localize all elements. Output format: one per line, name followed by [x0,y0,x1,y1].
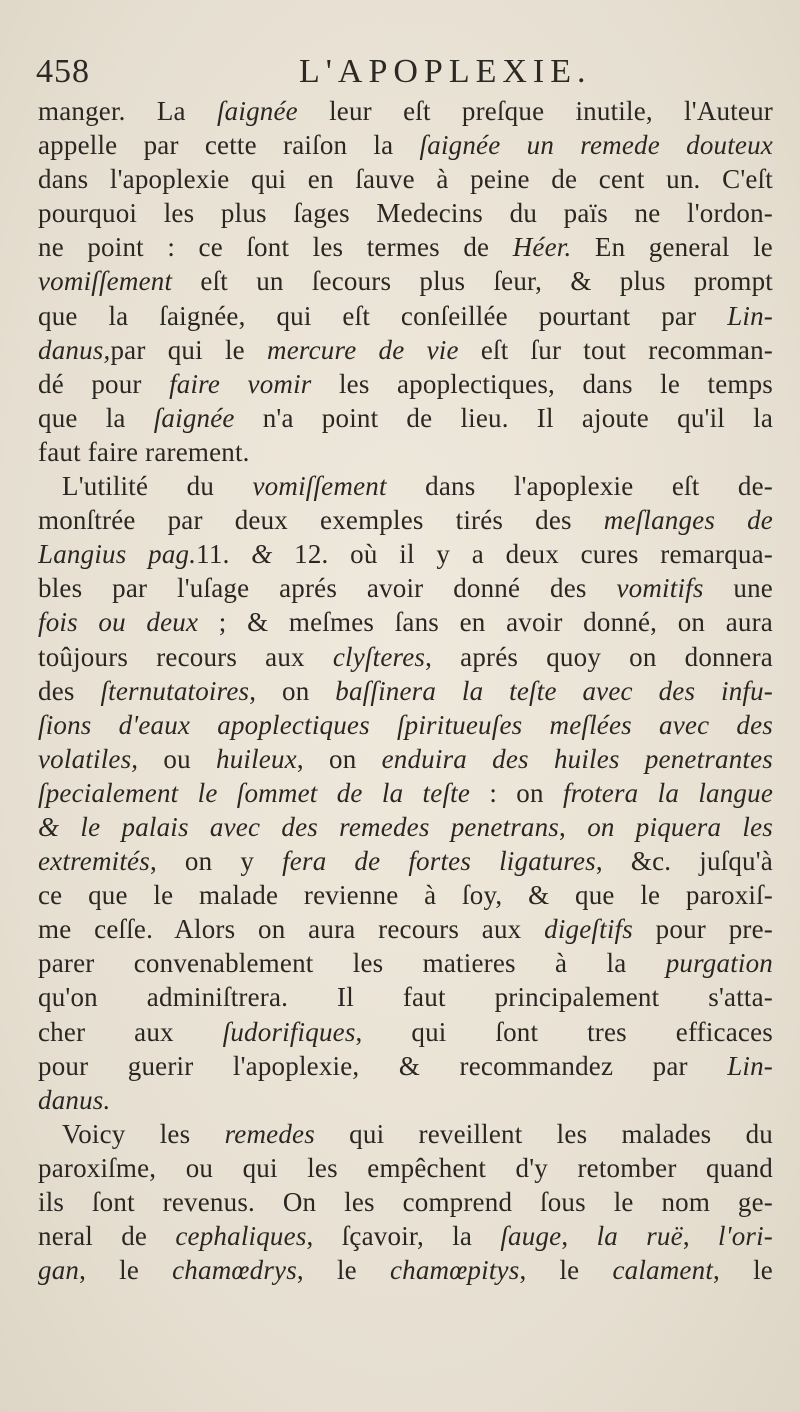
text-line [38,810,773,844]
text-line [38,1117,773,1151]
italic-segment: digeſtifs [544,914,633,945]
italic-segment: mercure de vie [267,334,459,365]
text-segment: les apoplectiques, dans le temps [311,368,773,399]
text-segment: : on [470,777,563,808]
text-line [38,94,773,128]
italic-segment: ſpecialement le ſommet de la teſte [38,777,471,808]
text-segment: qu'on adminiſtrera. Il faut principalement s'atta- [38,982,773,1013]
italic-segment: ſternutatoires [100,675,250,706]
italic-segment: meſlanges de [603,505,773,536]
text-segment: , &c. juſqu'à [595,846,773,877]
italic-segment: gan [38,1255,80,1286]
page-number: 458 [36,53,90,90]
text-segment: pour guerir l'apoplexie, & recommandez par [38,1050,728,1081]
text-segment: bles par l'uſage aprés avoir donné des [38,573,617,604]
italic-segment: on piquera les [587,811,773,842]
text-segment: dans l'apoplexie eſt de- [386,471,773,502]
text-line [38,776,773,810]
italic-segment: & [251,539,273,570]
text-segment: leur eſt preſque inutile, l'Auteur [297,96,773,126]
text-segment: , on [249,675,336,706]
text-segment: , le [79,1255,173,1286]
italic-segment: vomitifs [616,573,704,604]
italic-segment: fois ou deux [38,607,199,638]
text-line [38,571,773,605]
text-segment: que la ſaignée, qui eſt conſeillée pourtant par [38,300,728,331]
text-line [38,1015,773,1049]
italic-segment: ſauge [500,1221,562,1252]
text-line [38,367,773,401]
text-line [38,162,773,196]
text-segment: me ceſſe. Alors on aura recours aux [38,914,545,945]
italic-segment: vomiſſement [38,266,173,297]
text-line [38,912,773,946]
text-segment: , le [519,1255,613,1286]
italic-segment: ſaignée [153,402,235,433]
text-segment: 11. [196,539,252,570]
italic-segment: danus, [38,334,111,365]
text-segment: par qui le [110,334,268,365]
italic-segment: chamœpitys [389,1255,520,1286]
italic-segment: faire vomir [169,368,312,399]
italic-segment: chamœdrys [172,1255,297,1286]
text-line [38,435,773,469]
text-segment: L'utilité du [62,471,253,502]
text-line [38,1151,773,1185]
text-segment: appelle par cette raiſon la [38,130,420,161]
text-line [38,946,773,980]
italic-segment: Langius pag. [38,539,197,570]
italic-segment: & le palais avec des remedes penetrans [38,811,560,842]
italic-segment: Lin- [727,300,773,331]
text-segment: faut faire rarement. [38,436,250,467]
italic-segment: cephaliques [175,1221,307,1252]
text-line [38,1219,773,1253]
text-segment: eſt ſur tout recomman- [458,334,773,365]
text-line [38,333,773,367]
text-segment: , on [296,743,382,774]
italic-segment: frotera la langue [562,777,773,808]
text-line [38,878,773,912]
text-segment: toûjours recours aux [38,641,333,672]
text-segment: pour pre- [632,914,773,945]
italic-segment: Lin- [727,1050,773,1081]
text-segment: manger. La [38,96,217,126]
text-segment: ils ſont revenus. On les comprend ſous le nom ge- [38,1187,773,1217]
italic-segment: ſaignée un remede douteux [419,130,773,161]
body-text [38,94,773,1287]
text-segment: eſt un ſecours plus ſeur, & plus prompt [172,266,773,297]
text-line [38,196,773,230]
text-line [38,674,773,708]
text-line [38,1253,773,1287]
italic-segment: ſaignée [216,96,298,126]
text-segment: parer convenablement les matieres à la [38,948,666,979]
text-segment: 12. où il y a deux cures remarqua- [272,539,773,570]
text-segment: , aprés quoy on donnera [425,641,773,672]
text-segment: , le [296,1255,390,1286]
text-line [38,708,773,742]
text-segment: , qui ſont tres efficaces [355,1016,773,1047]
text-segment: dans l'apoplexie qui en ſauve à peine de cent un. C'eſt [38,164,773,195]
text-segment: Voicy les [62,1118,225,1149]
text-segment: n'a point de lieu. Il ajoute qu'il la [234,402,773,433]
text-segment: neral de [38,1221,176,1252]
text-segment: monſtrée par deux exemples tirés des [38,505,604,536]
italic-segment: volatiles, [38,743,139,774]
italic-segment: ſudorifiques [222,1016,356,1047]
text-line [38,605,773,639]
italic-segment: extremités [38,846,150,877]
text-segment: ; & meſmes ſans en avoir donné, on aura [198,607,773,638]
italic-segment: baſſinera la teſte avec des infu- [335,675,773,706]
italic-segment: Héer. [512,232,572,263]
text-segment: paroxiſme, ou qui les empêchent d'y retomber quand [38,1152,773,1183]
running-head [36,52,766,92]
text-segment: En general le [571,232,773,263]
italic-segment: calament [612,1255,714,1286]
text-segment: ne point : ce ſont les termes de [38,232,513,263]
text-segment: cher aux [38,1016,223,1047]
italic-segment: ſions d'eaux apoplectiques ſpiritueuſes meſlées avec des [38,709,773,740]
text-segment: qui reveillent les malades du [314,1118,773,1149]
text-line [38,230,773,264]
italic-segment: purgation [665,948,773,979]
italic-segment: la ruë [596,1221,683,1252]
italic-segment: huileux [216,743,297,774]
text-segment: que la [38,402,154,433]
text-line [38,1049,773,1083]
text-segment: , [682,1221,719,1252]
italic-segment: enduira des huiles penetrantes [381,743,773,774]
italic-segment: fera de fortes ligatures [282,846,596,877]
text-line [38,742,773,776]
text-line [38,1083,773,1117]
text-line [38,1185,773,1219]
text-line [38,640,773,674]
text-segment: , [561,1221,597,1252]
text-line [38,264,773,298]
text-line [38,128,773,162]
text-segment: ce que le malade revienne à ſoy, & que le paroxiſ- [38,880,773,911]
text-line [38,980,773,1014]
text-segment: ou [138,743,216,774]
text-line [38,503,773,537]
text-line [38,299,773,333]
italic-segment: l'ori- [718,1221,773,1252]
italic-segment: clyſteres [332,641,426,672]
italic-segment: vomiſſement [252,471,387,502]
text-segment: , ſçavoir, la [306,1221,501,1252]
text-segment: , le [713,1255,773,1286]
text-line [38,469,773,503]
text-line [38,844,773,878]
text-segment: , [559,811,588,842]
text-line [38,401,773,435]
running-title: L'APOPLEXIE. [299,53,592,90]
italic-segment: remedes [224,1118,315,1149]
text-segment: pourquoi les plus ſages Medecins du païs ne l'ordon- [38,198,773,229]
text-segment: une [703,573,773,604]
text-segment: dé pour [38,368,170,399]
text-line [38,537,773,571]
text-segment: , on y [149,846,283,877]
text-segment: des [38,675,101,706]
italic-segment: danus. [38,1084,111,1115]
